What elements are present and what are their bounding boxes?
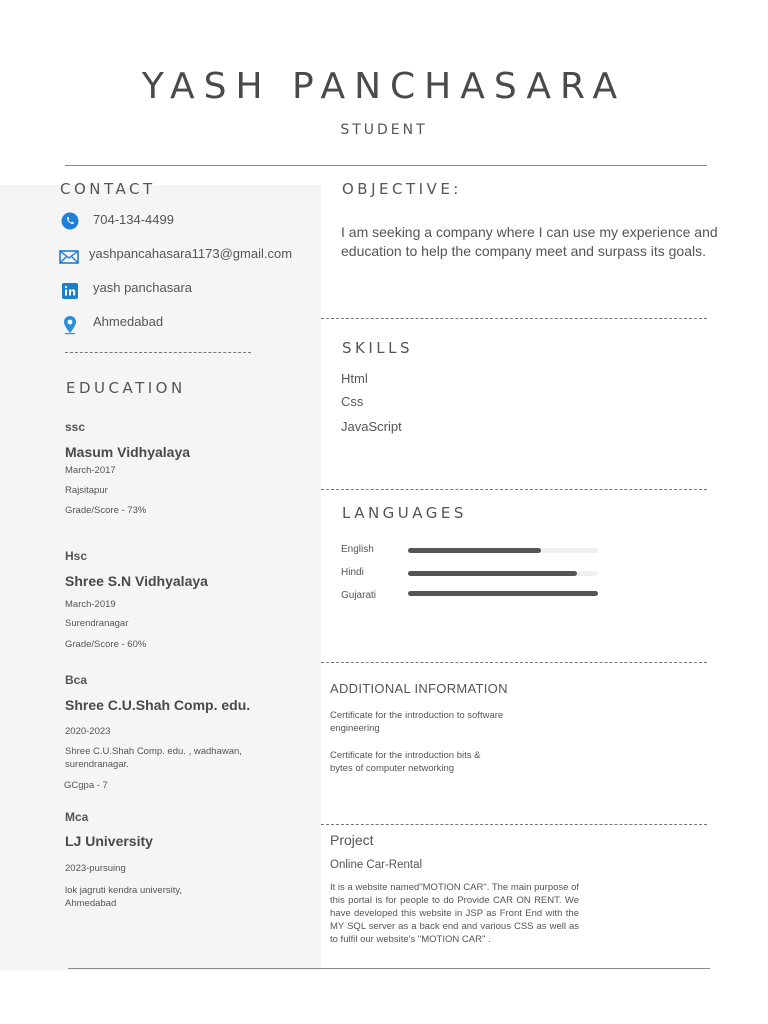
edu-school-bca: Shree C.U.Shah Comp. edu.	[65, 697, 251, 713]
language-label: Hindi	[341, 567, 364, 578]
edu-date-mca: 2023-pursuing	[65, 863, 126, 874]
objective-divider	[321, 318, 707, 319]
edu-place2-mca: Ahmedabad	[65, 898, 117, 909]
language-bar-fill	[408, 591, 598, 596]
contact-heading: CONTACT	[60, 180, 156, 198]
email-text[interactable]: yashpancahasara1173@gmail.com	[89, 246, 293, 261]
edu-grade-hsc: Grade/Score - 60%	[65, 639, 147, 650]
edu-place-bca: Shree C.U.Shah Comp. edu. , wadhawan,	[65, 746, 242, 757]
additional-info-heading: ADDITIONAL INFORMATION	[330, 681, 508, 696]
edu-level-ssc: ssc	[65, 420, 86, 434]
bottom-divider	[68, 968, 710, 969]
language-bar	[408, 571, 598, 576]
edu-place2-bca: surendranagar.	[65, 759, 129, 770]
additional-divider	[321, 824, 707, 825]
edu-level-mca: Mca	[65, 810, 89, 824]
skills-divider	[321, 489, 707, 490]
certificate-1: Certificate for the introduction to software engineering	[330, 710, 504, 734]
language-bar-fill	[408, 548, 541, 553]
edu-level-hsc: Hsc	[65, 549, 88, 563]
location-pin-icon	[60, 315, 80, 335]
skill-item: Css	[341, 394, 364, 409]
edu-place-mca: lok jagruti kendra university,	[65, 885, 183, 896]
project-description: It is a website named"MOTION CAR". The main purpose of this portal is for people to do Provide CAR ON RENT. We have developed this website in JSP as Front End with the MY SQL server as a back end and various CSS as well as to fulfil our website's "MOTION CAR" .	[330, 882, 579, 945]
location-text: Ahmedabad	[93, 314, 164, 329]
skill-item: Html	[341, 371, 368, 386]
skill-item: JavaScript	[341, 419, 402, 434]
top-divider	[65, 165, 707, 166]
edu-date-bca: 2020-2023	[65, 726, 111, 737]
project-heading: Project	[330, 832, 374, 848]
edu-date-ssc: March-2017	[65, 465, 116, 476]
linkedin-text[interactable]: yash panchasara	[93, 280, 193, 295]
phone-icon	[60, 211, 80, 231]
language-label: English	[341, 544, 374, 555]
edu-place-hsc: Surendranagar	[65, 618, 129, 629]
contact-divider	[65, 352, 251, 353]
language-bar	[408, 591, 598, 596]
language-label: Gujarati	[341, 590, 377, 601]
resume-title: STUDENT	[340, 122, 428, 138]
edu-school-hsc: Shree S.N Vidhyalaya	[65, 573, 208, 589]
edu-school-ssc: Masum Vidhyalaya	[65, 444, 191, 460]
edu-school-mca: LJ University	[65, 833, 153, 849]
skills-heading: SKILLS	[342, 339, 414, 357]
edu-date-hsc: March-2019	[65, 599, 116, 610]
certificate-2: Certificate for the introduction bits & bytes of computer networking	[330, 750, 481, 774]
mail-icon	[59, 247, 79, 267]
language-bar	[408, 548, 598, 553]
edu-grade-ssc: Grade/Score - 73%	[65, 505, 147, 516]
education-heading: EDUCATION	[66, 379, 186, 397]
objective-text: I am seeking a company where I can use my experience and education to help the company meet and surpass its goals.	[341, 224, 718, 259]
edu-level-bca: Bca	[65, 673, 88, 687]
project-name: Online Car-Rental	[330, 859, 423, 871]
languages-divider	[321, 662, 707, 663]
language-bar-fill	[408, 571, 577, 576]
edu-grade-bca: GCgpa - 7	[64, 780, 108, 791]
languages-heading: LANGUAGES	[342, 504, 467, 522]
edu-place-ssc: Rajsitapur	[65, 485, 108, 496]
objective-heading: OBJECTIVE:	[342, 180, 462, 198]
phone-text[interactable]: 704-134-4499	[93, 212, 174, 227]
linkedin-icon	[60, 281, 80, 301]
resume-name: YASH PANCHASARA	[141, 66, 627, 107]
